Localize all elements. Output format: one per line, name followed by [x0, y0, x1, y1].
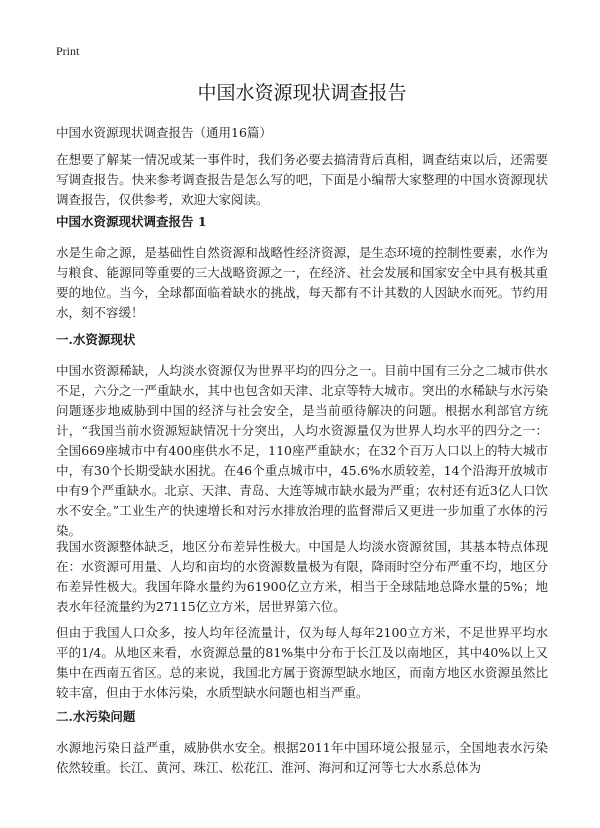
water-status-paragraph-2: 我国水资源整体缺乏，地区分布差异性极大。中国是人均淡水资源贫国，其基本特点体现在：水资源可用量、人均和亩均的水资源数量极为有限，降雨时空分布严重不均，地区分布差异性极大。我国年降水量约为61900亿立方米，相当于全球陆地总降水量的5%；地表水年径流量约为27115亿立方米，居世界第六位。 [56, 539, 548, 614]
heading-water-status: 一.水资源现状 [56, 332, 136, 347]
water-status-paragraph-3: 但由于我国人口众多，按人均年径流量计，仅为每人每年2100立方米，不足世界平均水平的1/4。从地区来看，水资源总量的81%集中分布于长江及以南地区，其中40%以上又集中在西南五省区。总的来说，我国北方属于资源型缺水地区，而南方地区水资源虽然比较丰富，但由于水体污染，水质型缺水问题也相当严重。 [56, 625, 548, 700]
print-label: Print [56, 44, 80, 58]
page-title: 中国水资源现状调查报告 [197, 82, 407, 104]
heading-water-pollution: 二.水污染问题 [56, 709, 136, 724]
section-intro-paragraph: 水是生命之源，是基础性自然资源和战略性经济资源，是生态环境的控制性要素，水作为与粮食、能源同等重要的三大战略资源之一，在经济、社会发展和国家安全中具有极其重要的地位。当今，全球都面临着缺水的挑战，每天都有不计其数的人因缺水而死。节约用水，刻不容缓！ [56, 245, 548, 320]
water-status-paragraph-1: 中国水资源稀缺，人均淡水资源仅为世界平均的四分之一。目前中国有三分之二城市供水不足，六分之一严重缺水，其中也包含如天津、北京等特大城市。突出的水稀缺与水污染问题逐步地威胁到中国的经济与社会安全，是当前亟待解决的问题。根据水利部官方统计，“我国当前水资源短缺情况十分突出，人均水资源量仅为世界人均水平的四分之一：全国669座城市中有400座供水不足，110座严重缺水；在32个百万人口以上的特大城市中，有30个长期受缺水困扰。在46个重点城市中，45.6%水质较差，14个沿海开放城市中有9个严重缺水。北京、天津、青岛、大连等城市缺水最为严重；农村还有近3亿人口饮水不安全。”工业生产的快速增长和对污水排放治理的监督滞后又更进一步加重了水体的污染。 [56, 363, 548, 538]
water-pollution-paragraph: 水源地污染日益严重，威胁供水安全。根据2011年中国环境公报显示，全国地表水污染依然较重。长江、黄河、珠江、松花江、淮河、海河和辽河等七大水系总体为 [56, 740, 548, 775]
intro-paragraph: 在想要了解某一情况或某一事件时，我们务必要去搞清背后真相，调查结束以后，还需要写调查报告。快来参考调查报告是怎么写的吧，下面是小编帮大家整理的中国水资源现状调查报告，仅供参考，欢迎大家阅读。 [56, 152, 548, 207]
section-title: 中国水资源现状调查报告 1 [56, 214, 207, 229]
document-subtitle: 中国水资源现状调查报告（通用16篇） [56, 125, 272, 140]
